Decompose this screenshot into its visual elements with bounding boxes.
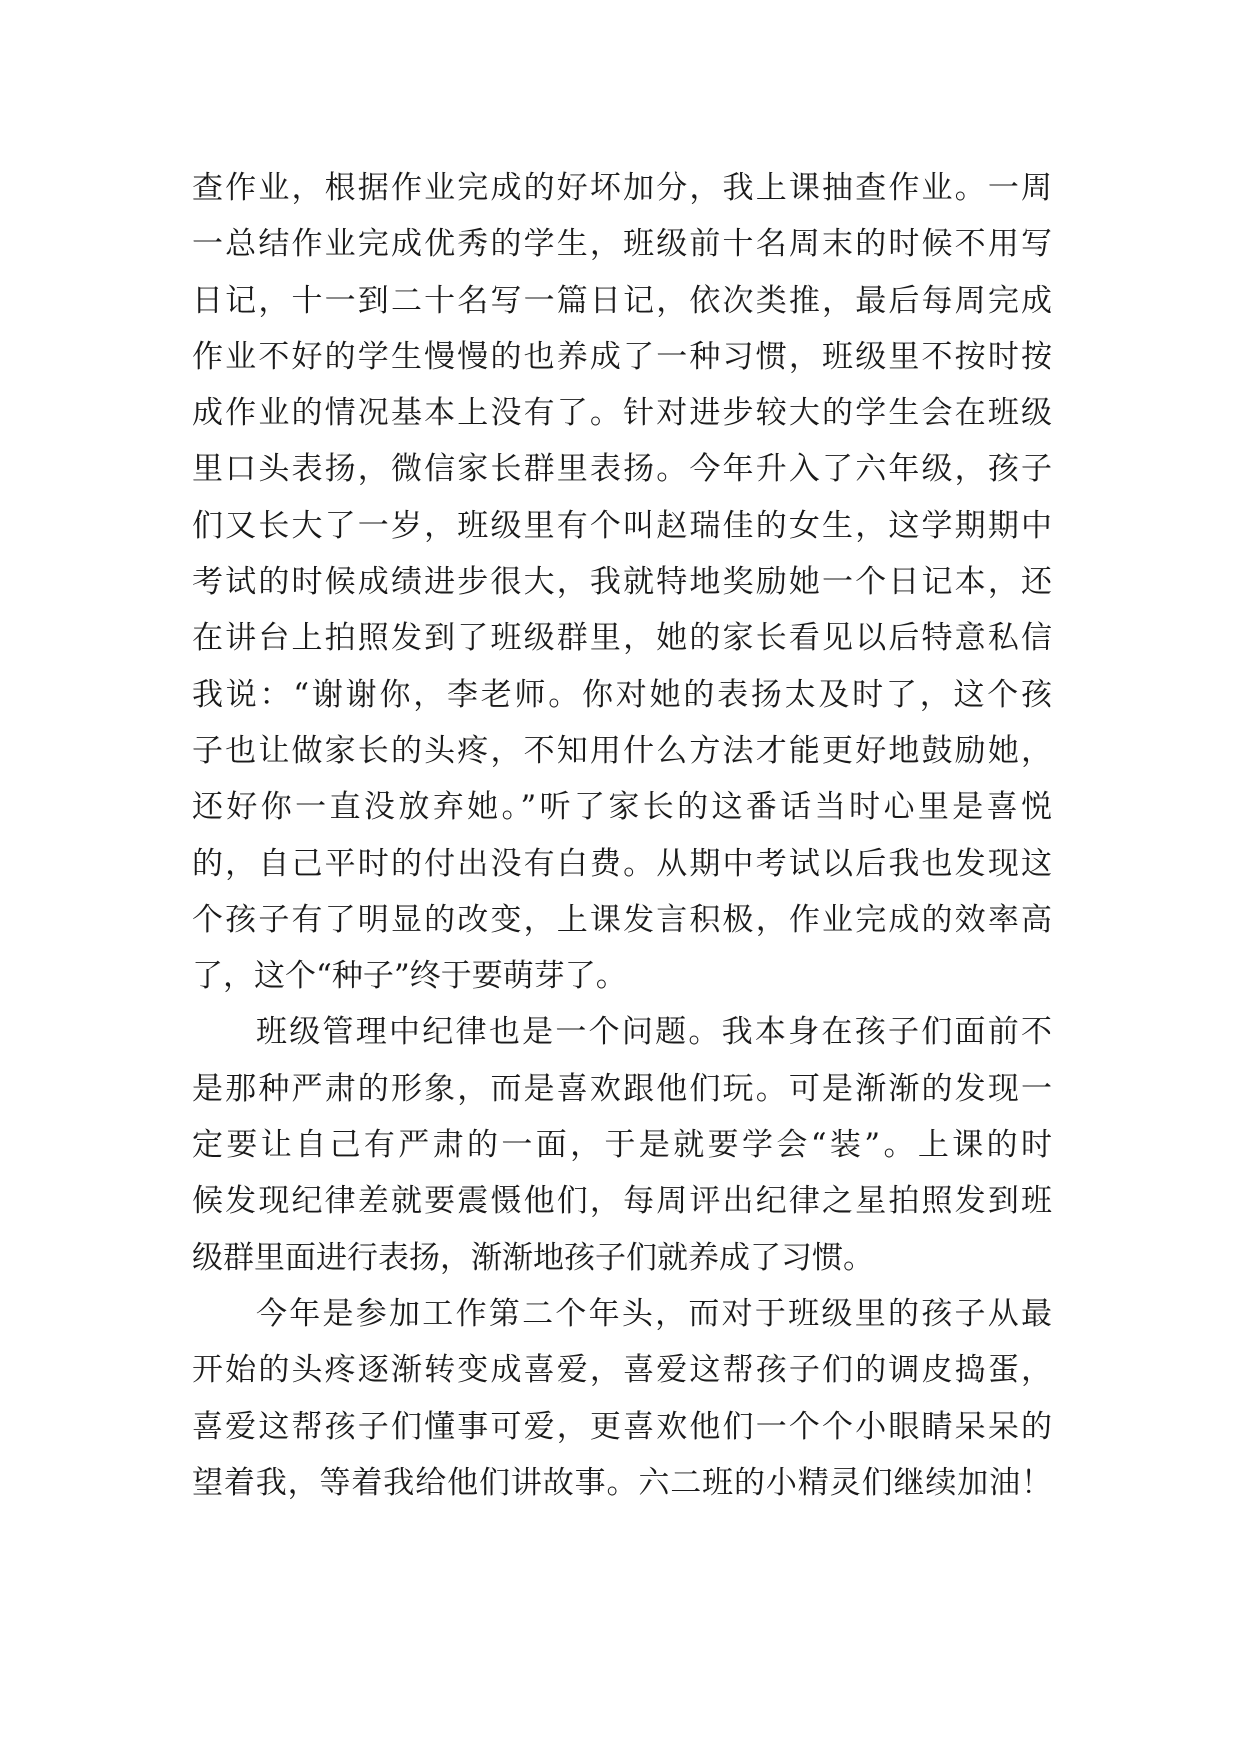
paragraph-line: 望着我，等着我给他们讲故事。六二班的小精灵们继续加油！ [192,1464,1052,1501]
paragraph-line: 成作业的情况基本上没有了。针对进步较大的学生会在班级 [192,395,1052,432]
paragraph-line: 是那种严肃的形象，而是喜欢跟他们玩。可是渐渐的发现一 [192,1070,1052,1107]
paragraph-line: 班级管理中纪律也是一个问题。我本身在孩子们面前不 [256,1014,1052,1051]
paragraph-line: 考试的时候成绩进步很大，我就特地奖励她一个日记本，还 [192,564,1052,601]
paragraph-line: 定要让自己有严肃的一面，于是就要学会“装”。上课的时 [192,1127,1052,1164]
paragraph-line: 我说：“谢谢你，李老师。你对她的表扬太及时了，这个孩 [192,676,1052,713]
paragraph-line: 的，自己平时的付出没有白费。从期中考试以后我也发现这 [192,845,1052,882]
paragraph-line: 个孩子有了明显的改变，上课发言积极，作业完成的效率高 [192,901,1052,938]
paragraph-line: 查作业，根据作业完成的好坏加分，我上课抽查作业。一周 [192,170,1052,206]
paragraph-line: 候发现纪律差就要震慑他们，每周评出纪律之星拍照发到班 [192,1183,1052,1220]
paragraph-line: 里口头表扬，微信家长群里表扬。今年升入了六年级，孩子 [192,451,1052,488]
paragraph-line: 子也让做家长的头疼，不知用什么方法才能更好地鼓励她， [192,732,1052,769]
paragraph-line: 在讲台上拍照发到了班级群里，她的家长看见以后特意私信 [192,620,1052,657]
paragraph-line: 日记，十一到二十名写一篇日记，依次类推，最后每周完成 [192,282,1052,319]
paragraph-line: 还好你一直没放弃她。”听了家长的这番话当时心里是喜悦 [192,789,1052,826]
paragraph-line: 喜爱这帮孩子们懂事可爱，更喜欢他们一个个小眼睛呆呆的 [192,1408,1052,1445]
paragraph-line: 一总结作业完成优秀的学生，班级前十名周末的时候不用写 [192,226,1052,263]
paragraph-line: 开始的头疼逐渐转变成喜爱，喜爱这帮孩子们的调皮捣蛋， [192,1352,1052,1389]
paragraph-line: 们又长大了一岁，班级里有个叫赵瑞佳的女生，这学期期中 [192,507,1052,544]
body-text [192,160,1052,1511]
paragraph-line: 了，这个“种子”终于要萌芽了。 [192,958,627,995]
paragraph-line: 级群里面进行表扬，渐渐地孩子们就养成了习惯。 [192,1239,874,1276]
paragraph-line: 今年是参加工作第二个年头，而对于班级里的孩子从最 [256,1295,1052,1332]
paragraph-line: 作业不好的学生慢慢的也养成了一种习惯，班级里不按时按 [192,338,1052,375]
